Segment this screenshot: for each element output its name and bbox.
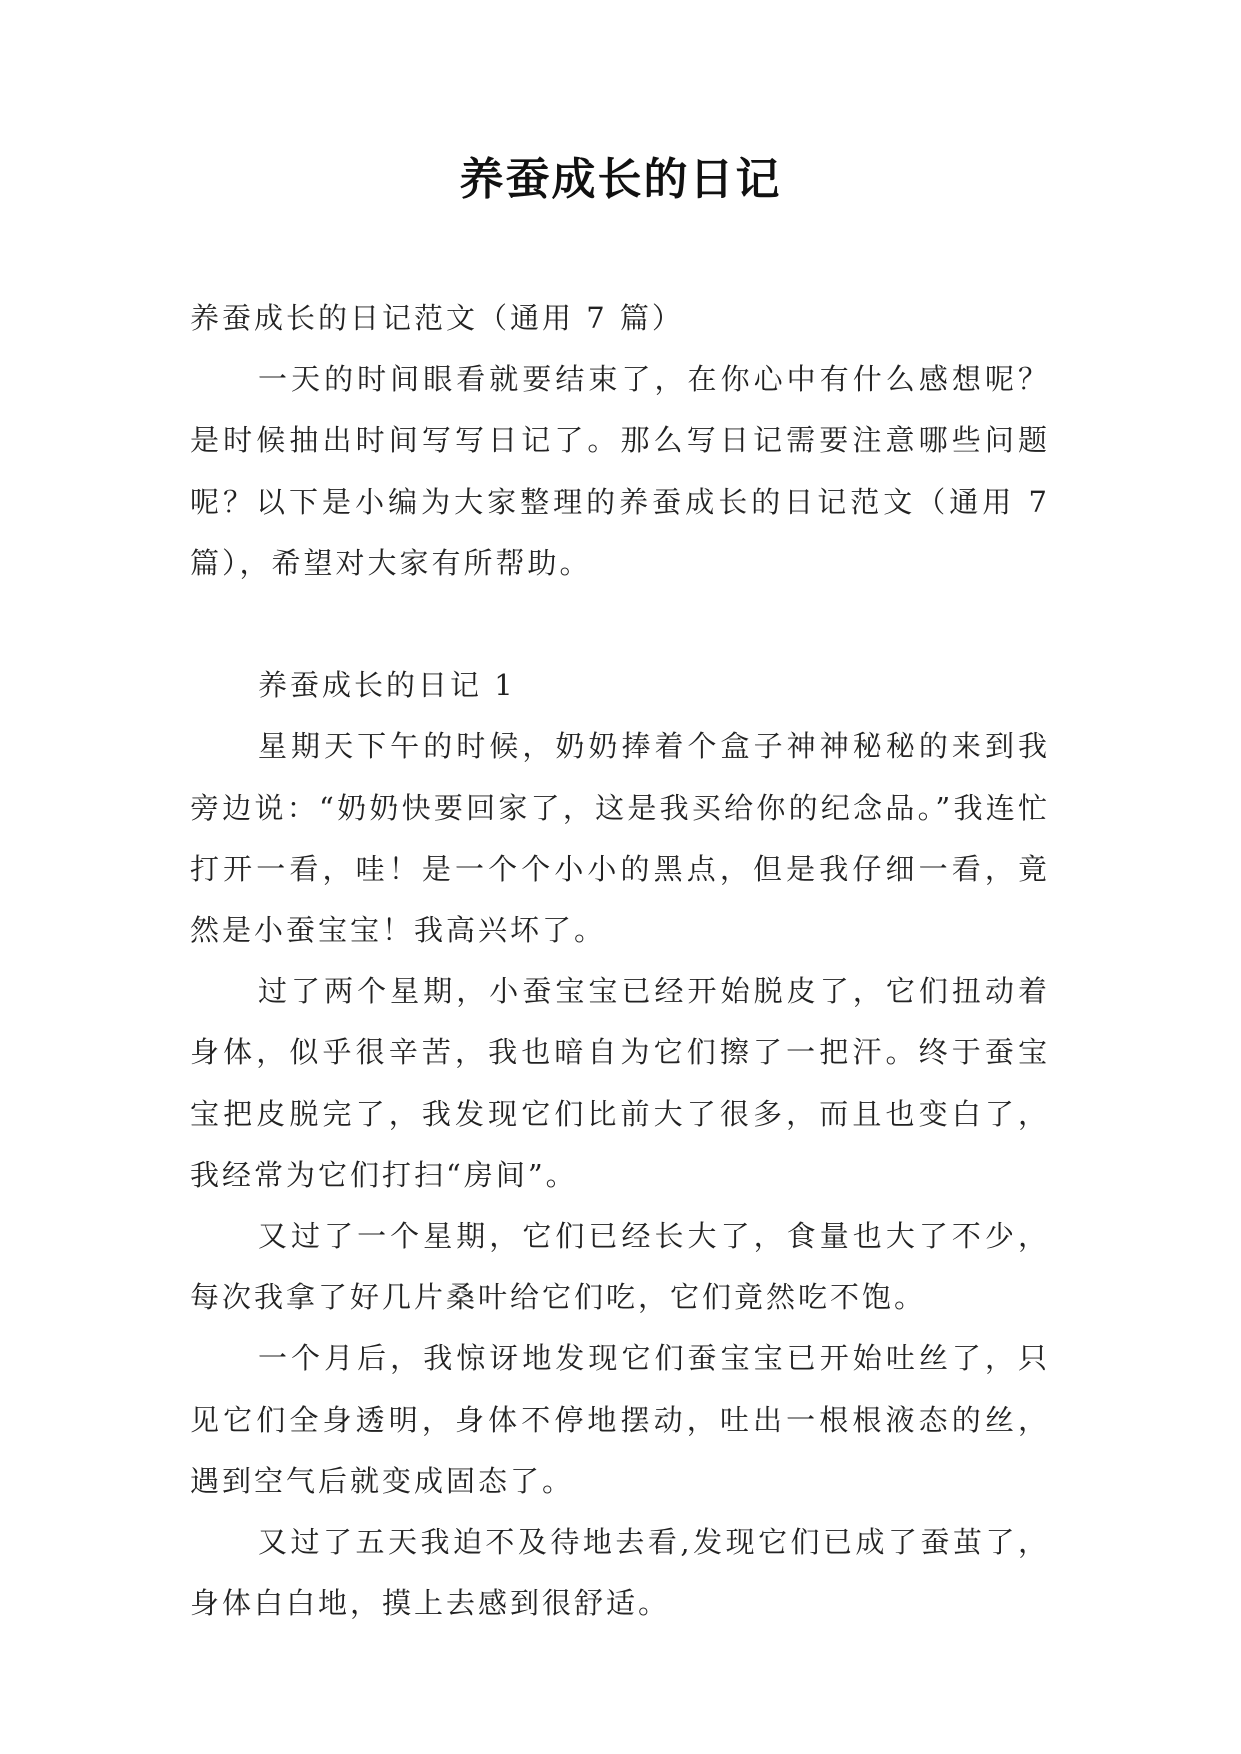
document-title: 养蚕成长的日记 — [459, 154, 782, 205]
body-paragraph: 过了两个星期，小蚕宝宝已经开始脱皮了，它们扭动着身体，似乎很辛苦，我也暗自为它们擦了一把汗。终于蚕宝宝把皮脱完了，我发现它们比前大了很多，而且也变白了，我经常为它们打扫“房间”。 — [190, 974, 1050, 1192]
body-paragraph: 又过了五天我迫不及待地去看,发现它们已成了蚕茧了，身体白白地，摸上去感到很舒适。 — [190, 1525, 1050, 1621]
document-subtitle: 养蚕成长的日记范文（通用 7 篇） — [190, 301, 684, 335]
paragraph-spacer — [190, 594, 1050, 655]
section-heading: 养蚕成长的日记 1 — [258, 668, 516, 703]
intro-paragraph: 一天的时间眼看就要结束了，在你心中有什么感想呢？是时候抽出时间写写日记了。那么写日记需要注意哪些问题呢？以下是小编为大家整理的养蚕成长的日记范文（通用 7 篇），希望对大家有所帮助。 — [190, 362, 1050, 580]
document-body — [190, 288, 1050, 1634]
body-paragraph: 星期天下午的时候，奶奶捧着个盒子神神秘秘的来到我旁边说：“奶奶快要回家了，这是我买给你的纪念品。”我连忙打开一看，哇！是一个个小小的黑点，但是我仔细一看，竟然是小蚕宝宝！我高兴坏了。 — [190, 729, 1050, 948]
body-paragraph: 又过了一个星期，它们已经长大了，食量也大了不少，每次我拿了好几片桑叶给它们吃，它们竟然吃不饱。 — [190, 1219, 1050, 1315]
body-paragraph: 一个月后，我惊讶地发现它们蚕宝宝已开始吐丝了，只见它们全身透明，身体不停地摆动，吐出一根根液态的丝，遇到空气后就变成固态了。 — [190, 1341, 1050, 1498]
